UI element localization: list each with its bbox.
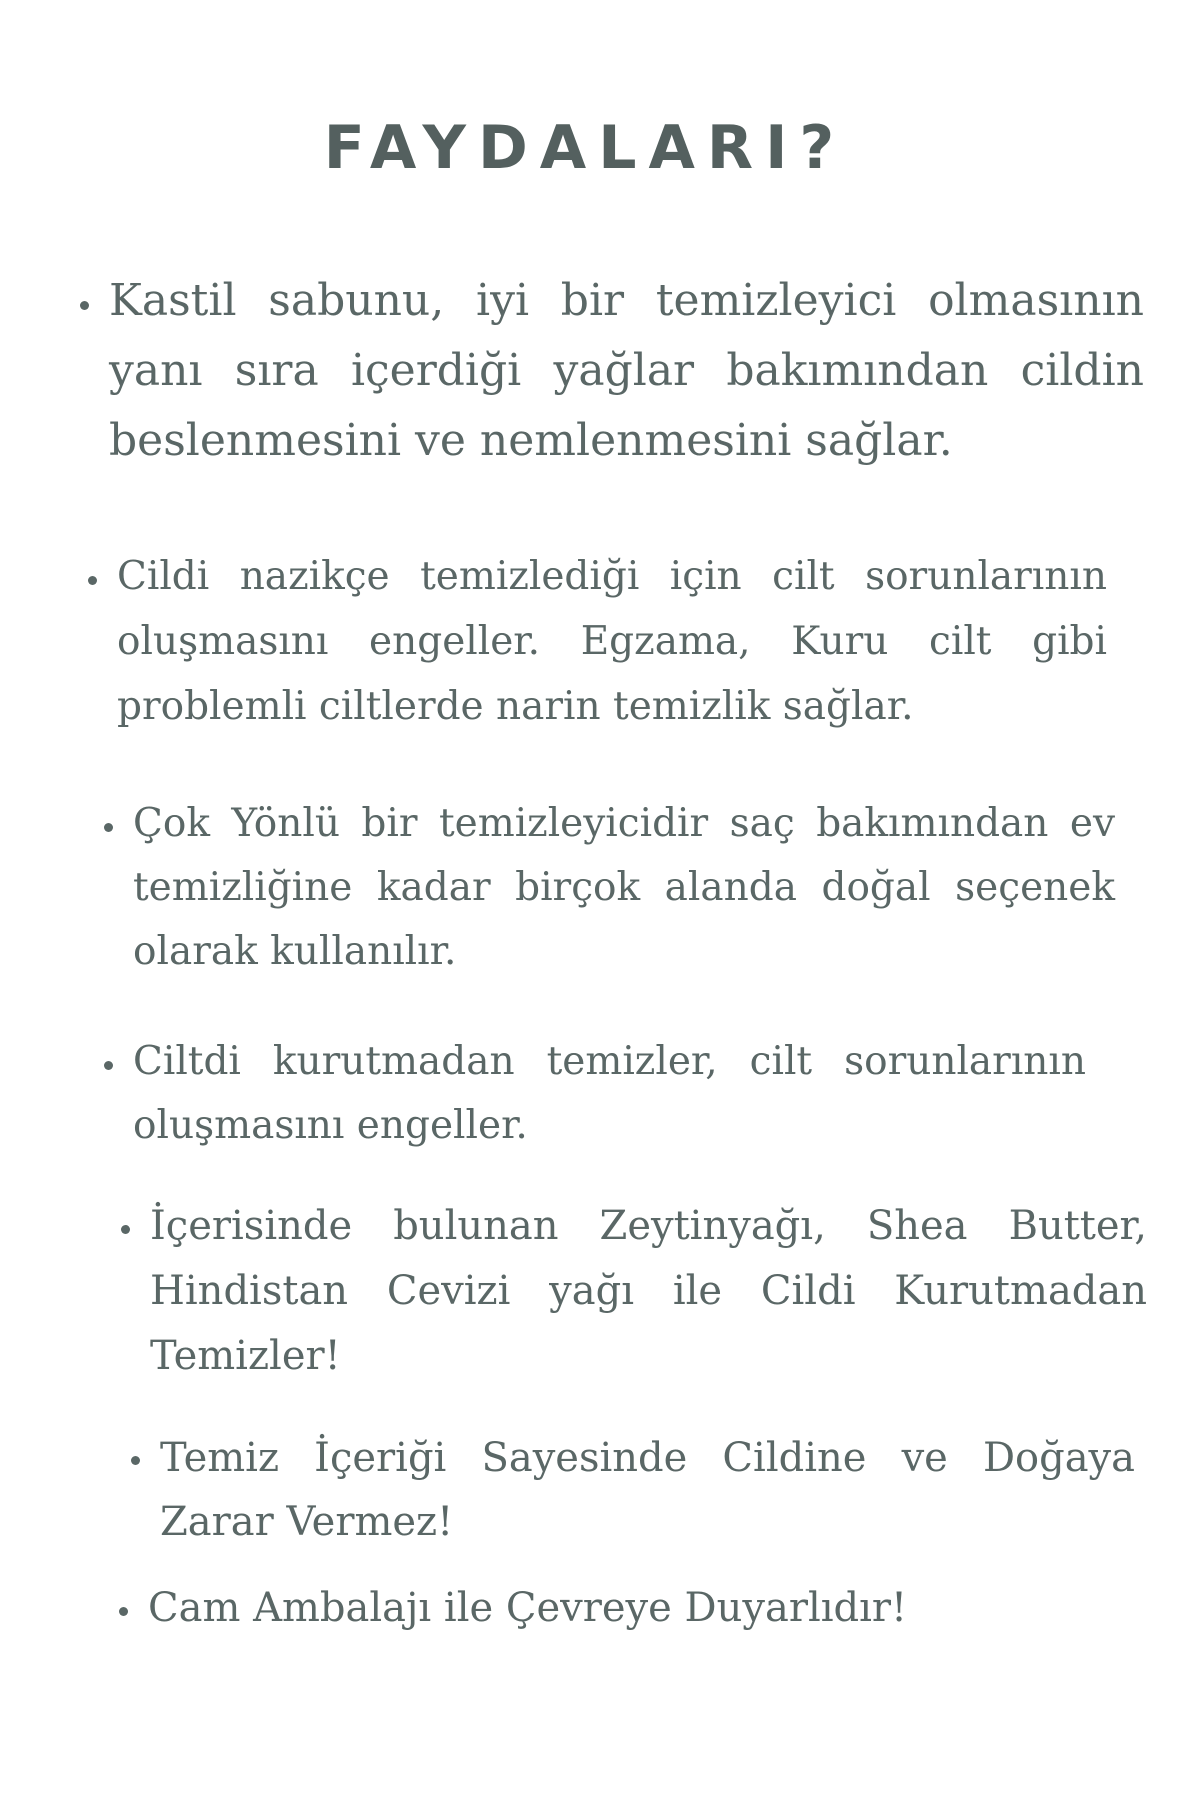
benefit-text: Kastil sabunu, iyi bir temizleyici olmasının yanı sıra içerdiği yağlar bakımından cildin beslenmesini ve nemlenmesini sağlar. <box>109 275 1144 466</box>
benefit-text: İçerisinde bulunan Zeytinyağı, Shea Butter, Hindistan Cevizi yağı ile Cildi Kurutmadan Temizler! <box>150 1203 1147 1379</box>
benefit-item <box>160 1426 1135 1554</box>
bullet-icon <box>119 1607 128 1616</box>
bullet-icon <box>131 1456 140 1465</box>
benefit-item <box>133 792 1115 984</box>
page-title: FAYDALARI? <box>323 113 847 183</box>
benefit-item <box>148 1576 1148 1640</box>
benefit-text: Temiz İçeriği Sayesinde Cildine ve Doğaya Zarar Vermez! <box>160 1435 1135 1545</box>
bullet-icon <box>88 576 97 585</box>
bullet-icon <box>104 1061 113 1070</box>
bullet-icon <box>104 823 113 832</box>
benefit-text: Cildi nazikçe temizlediği için cilt sorunlarının oluşmasını engeller. Egzama, Kuru cilt gibi problemli ciltlerde narin temizlik sağlar. <box>117 554 1107 729</box>
bullet-icon <box>121 1225 130 1234</box>
benefit-text: Cam Ambalajı ile Çevreye Duyarlıdır! <box>148 1585 908 1631</box>
benefit-item <box>133 1030 1086 1158</box>
benefit-item <box>150 1194 1147 1389</box>
benefit-item <box>117 544 1107 739</box>
benefit-item <box>109 266 1144 476</box>
benefit-text: Ciltdi kurutmadan temizler, cilt sorunlarının oluşmasını engeller. <box>133 1039 1086 1148</box>
bullet-icon <box>80 301 89 310</box>
benefit-text: Çok Yönlü bir temizleyicidir saç bakımından ev temizliğine kadar birçok alanda doğal seçenek olarak kullanılır. <box>133 801 1115 974</box>
